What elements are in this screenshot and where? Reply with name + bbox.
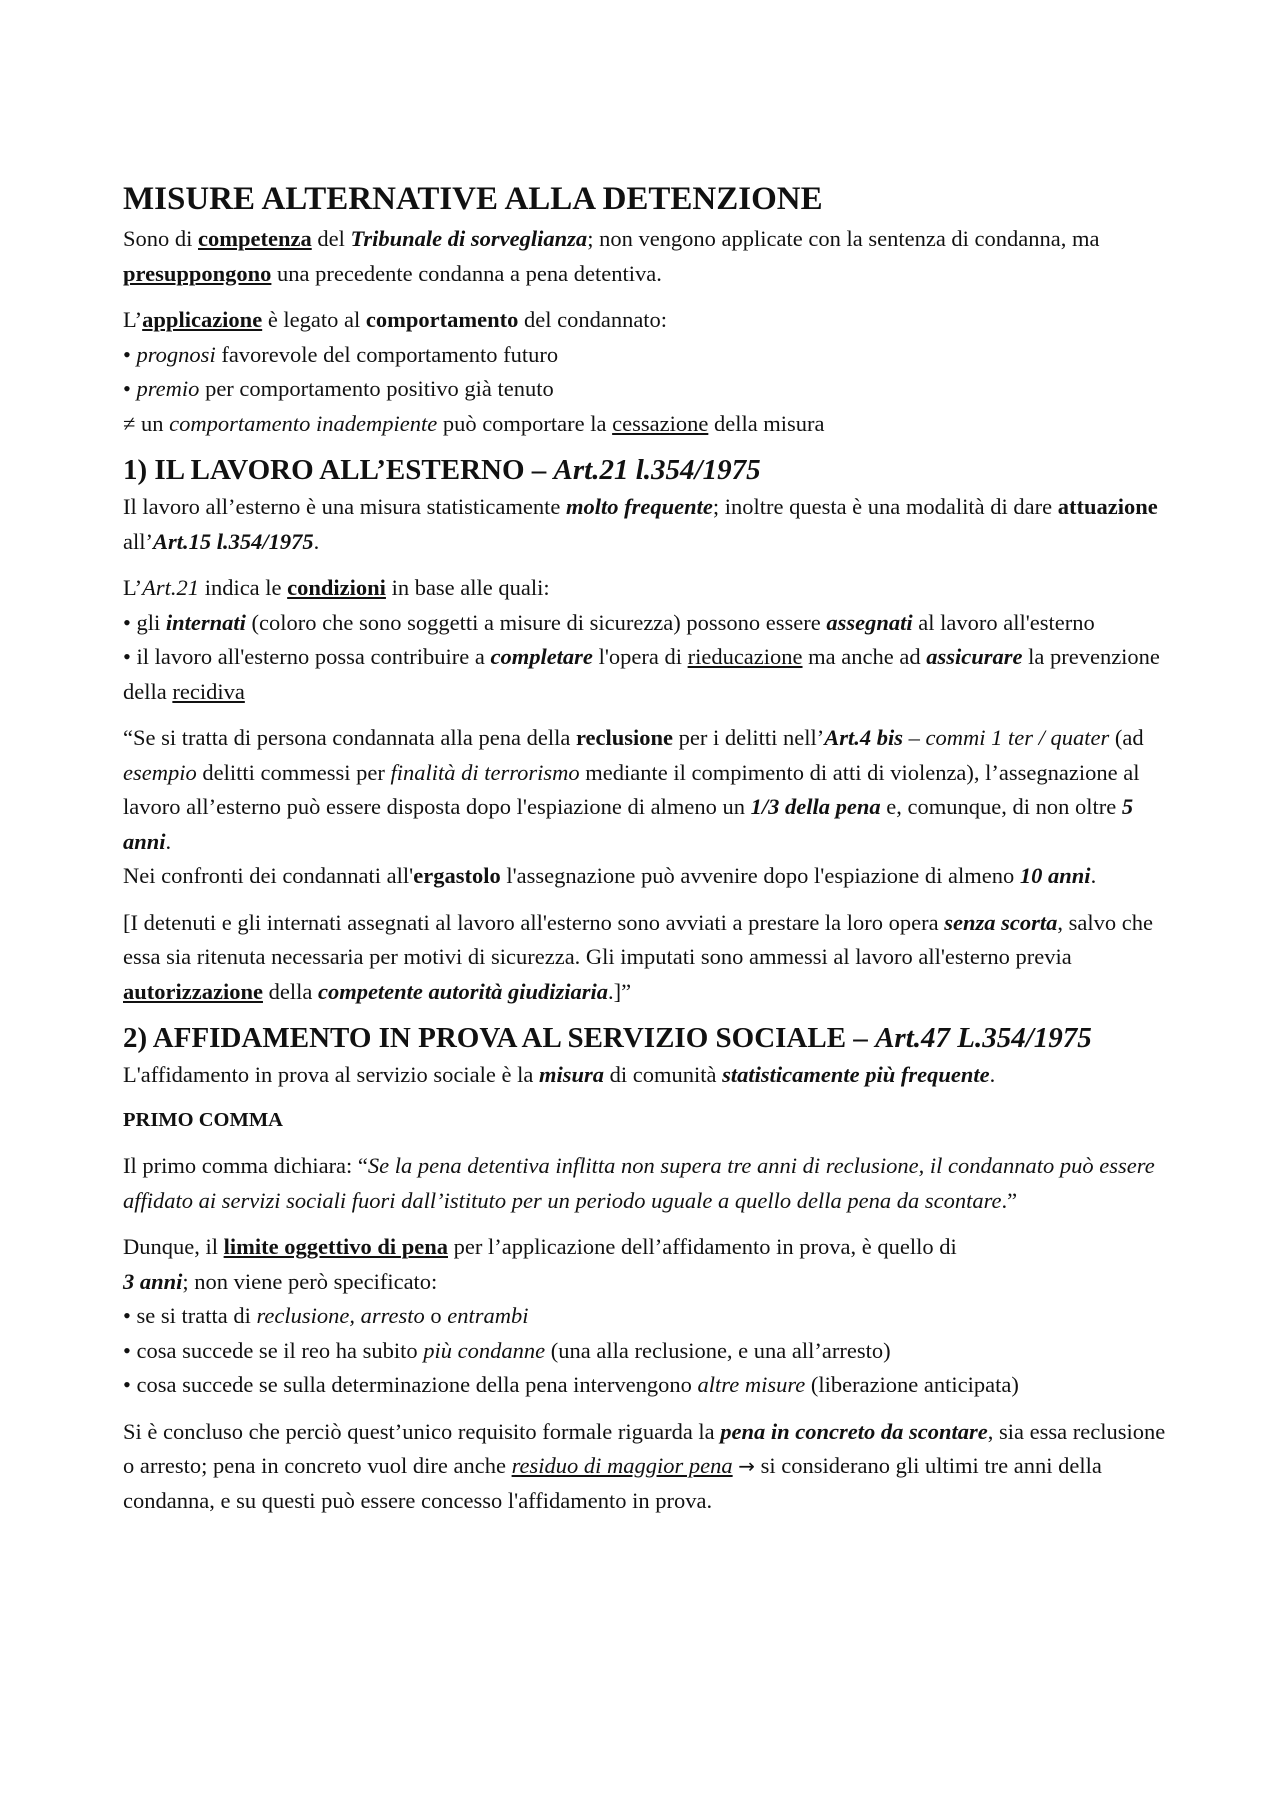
- list-item: [123, 1368, 1168, 1403]
- text: .: [165, 828, 172, 854]
- text: del condannato:: [518, 307, 668, 332]
- text: ; non viene però specificato:: [182, 1268, 438, 1294]
- quoted-text: Se la pena detentiva inflitta non supera tre anni di reclusione, il condannato può essere affidato ai servizi sociali fuori dall’istituto per un periodo uguale a quello della pena da scontare: [123, 1153, 1155, 1213]
- term: rieducazione: [687, 644, 803, 669]
- text: • cosa succede se sulla determinazione della pena intervengono: [123, 1372, 698, 1397]
- text: (coloro che sono soggetti a misure di sicurezza) possono essere: [245, 609, 827, 635]
- text: Dunque, il: [123, 1234, 224, 1259]
- term: commi 1 ter / quater: [925, 725, 1110, 750]
- term: premio: [136, 376, 200, 401]
- text: (ad: [1109, 725, 1144, 750]
- term: entrambi: [447, 1303, 529, 1328]
- text: si considerano gli ultimi tre anni della condanna, e su questi può essere concesso l'affidamento in prova.: [123, 1453, 1102, 1513]
- term: autorizzazione: [123, 978, 263, 1004]
- text: per comportamento positivo già tenuto: [199, 376, 554, 401]
- term: misura: [538, 1062, 605, 1087]
- term: esempio: [123, 759, 197, 785]
- list-item: [123, 1299, 1168, 1334]
- text: .”: [1001, 1187, 1018, 1213]
- term: Art.4 bis: [824, 725, 904, 750]
- text: .: [1090, 863, 1097, 888]
- text: .: [313, 528, 320, 554]
- section1-quote: [123, 721, 1168, 894]
- term: assicurare: [926, 644, 1023, 669]
- list-item: [123, 640, 1168, 709]
- application-line: [123, 303, 1168, 338]
- term: competente autorità giudiziaria: [317, 978, 608, 1004]
- term: altre misure: [697, 1372, 806, 1397]
- text: può comportare la: [437, 410, 613, 436]
- text: –: [903, 725, 926, 750]
- subheading-primo-comma: PRIMO COMMA: [123, 1108, 283, 1131]
- text: (liberazione anticipata): [805, 1372, 1019, 1397]
- bullet: ≠ un: [123, 410, 170, 436]
- term-competenza: competenza: [198, 226, 312, 251]
- list-item: [123, 407, 1168, 442]
- text: Si è concluso che perciò quest’unico requisito formale riguarda la: [123, 1418, 721, 1444]
- text: l'opera di: [592, 644, 688, 669]
- arrow-right-icon: →: [738, 1454, 756, 1478]
- list-item: [123, 338, 1168, 373]
- text: indica le: [199, 575, 288, 600]
- term: pena in concreto da scontare: [720, 1418, 988, 1444]
- term: reclusione, arresto: [256, 1303, 425, 1328]
- term: finalità di terrorismo: [390, 759, 580, 785]
- heading-text: 2) AFFIDAMENTO IN PROVA AL SERVIZIO SOCIALE –: [123, 1022, 876, 1054]
- text: L’: [123, 575, 143, 600]
- text: all’: [123, 528, 153, 554]
- text: della misura: [708, 410, 825, 436]
- text: mediante il compimento di atti di violenza), l’assegnazione al lavoro all’esterno può essere disposta dopo l'espiazione di almeno un: [123, 759, 1140, 819]
- text: l'assegnazione può avvenire dopo l'espiazione di almeno: [500, 863, 1020, 888]
- text: Il primo comma dichiara: “: [123, 1153, 368, 1178]
- section-heading-1: [123, 450, 1168, 490]
- text: ; inoltre questa è una modalità di dare: [712, 494, 1058, 519]
- section2-limit-block: [123, 1230, 1168, 1403]
- term-tribunale: Tribunale di sorveglianza: [350, 226, 588, 251]
- term-limite: limite oggettivo di pena: [223, 1234, 448, 1259]
- text: ma anche ad: [802, 644, 927, 669]
- term: senza scorta: [944, 909, 1058, 935]
- section2-paragraph-1: [123, 1058, 1168, 1093]
- term: recidiva: [172, 678, 245, 704]
- text: in base alle quali:: [385, 575, 550, 600]
- section2-conclusion: [123, 1415, 1168, 1519]
- text: .: [989, 1062, 996, 1087]
- text: Sono di: [123, 226, 199, 251]
- text: • gli: [123, 609, 166, 635]
- text: Il lavoro all’esterno è una misura statisticamente: [123, 494, 566, 519]
- term-cessazione: cessazione: [612, 410, 709, 436]
- document-title: MISURE ALTERNATIVE ALLA DETENZIONE: [123, 181, 823, 217]
- term-presuppongono: presuppongono: [123, 260, 272, 286]
- section1-conditions: [123, 571, 1168, 709]
- section1-bracket-quote: [123, 906, 1168, 1010]
- text: o: [424, 1303, 448, 1328]
- term: prognosi: [136, 341, 216, 367]
- text: L’: [123, 307, 143, 332]
- text: “Se si tratta di persona condannata alla pena della: [123, 725, 576, 750]
- text: una precedente condanna a pena detentiva.: [271, 260, 662, 286]
- term: attuazione: [1057, 494, 1158, 519]
- term: 10 anni: [1019, 863, 1091, 888]
- text: la prevenzione della: [123, 644, 1160, 704]
- section2-quote: [123, 1149, 1168, 1218]
- text: , salvo che essa sia ritenuta necessaria per motivi di sicurezza. Gli imputati sono ammessi al lavoro all'esterno previa: [123, 909, 1153, 969]
- list-item: [123, 1334, 1168, 1369]
- text: • se si tratta di: [123, 1303, 257, 1328]
- text: Nei confronti dei condannati all': [123, 863, 414, 888]
- term: Art.21: [142, 575, 200, 600]
- text: per l’applicazione dell’affidamento in prova, è quello di: [447, 1234, 957, 1259]
- text: del: [311, 226, 351, 251]
- term-comportamento: comportamento: [365, 307, 519, 332]
- text: • il lavoro all'esterno possa contribuire a: [123, 644, 491, 669]
- text: al lavoro all'esterno: [912, 609, 1095, 635]
- text: • cosa succede se il reo ha subito: [123, 1337, 424, 1363]
- text: ; non vengono applicate con la sentenza di condanna, ma: [587, 226, 1100, 251]
- text: è legato al: [262, 307, 366, 332]
- term: ergastolo: [413, 863, 501, 888]
- heading-text: 1) IL LAVORO ALL’ESTERNO –: [123, 454, 554, 486]
- term: comportamento inadempiente: [169, 410, 438, 436]
- conditions-intro: [123, 571, 1168, 606]
- section1-paragraph-1: [123, 490, 1168, 559]
- section-heading-2: [123, 1018, 1168, 1058]
- limit-line: [123, 1230, 1168, 1299]
- text: L'affidamento in prova al servizio sociale è la: [123, 1062, 539, 1087]
- term: molto frequente: [565, 494, 713, 519]
- term: internati: [165, 609, 246, 635]
- term-condizioni: condizioni: [287, 575, 386, 600]
- text: della: [262, 978, 318, 1004]
- term: residuo di maggior pena: [511, 1453, 733, 1478]
- term: completare: [490, 644, 593, 669]
- text: e, comunque, di non oltre: [880, 794, 1122, 819]
- term: 1/3 della pena: [750, 794, 881, 819]
- intro-paragraph: [123, 222, 1168, 291]
- text: di comunità: [604, 1062, 723, 1087]
- text: .]”: [607, 978, 632, 1004]
- term: più condanne: [423, 1337, 546, 1363]
- heading-reference: Art.47 L.354/1975: [875, 1022, 1092, 1054]
- text: favorevole del comportamento futuro: [215, 341, 559, 367]
- text: (una alla reclusione, e una all’arresto): [545, 1337, 891, 1363]
- list-item: [123, 606, 1168, 641]
- term: 5 anni: [123, 794, 1134, 854]
- text: , sia essa reclusione o arresto; pena in concreto vuol dire anche: [123, 1418, 1166, 1478]
- term: reclusione: [575, 725, 674, 750]
- text: per i delitti nell’: [673, 725, 825, 750]
- term-applicazione: applicazione: [142, 307, 263, 332]
- list-item: [123, 372, 1168, 407]
- text: delitti commessi per: [196, 759, 391, 785]
- term: 3 anni: [123, 1268, 183, 1294]
- term: statisticamente più frequente: [722, 1062, 990, 1087]
- text: [I detenuti e gli internati assegnati al lavoro all'esterno sono avviati a prestare la loro opera: [123, 909, 945, 935]
- term: Art.15 l.354/1975: [152, 528, 314, 554]
- document-page: [123, 176, 1168, 1518]
- bullet: •: [123, 341, 137, 367]
- application-block: [123, 303, 1168, 441]
- term: assegnati: [826, 609, 913, 635]
- bullet: •: [123, 376, 137, 401]
- heading-reference: Art.21 l.354/1975: [553, 454, 761, 486]
